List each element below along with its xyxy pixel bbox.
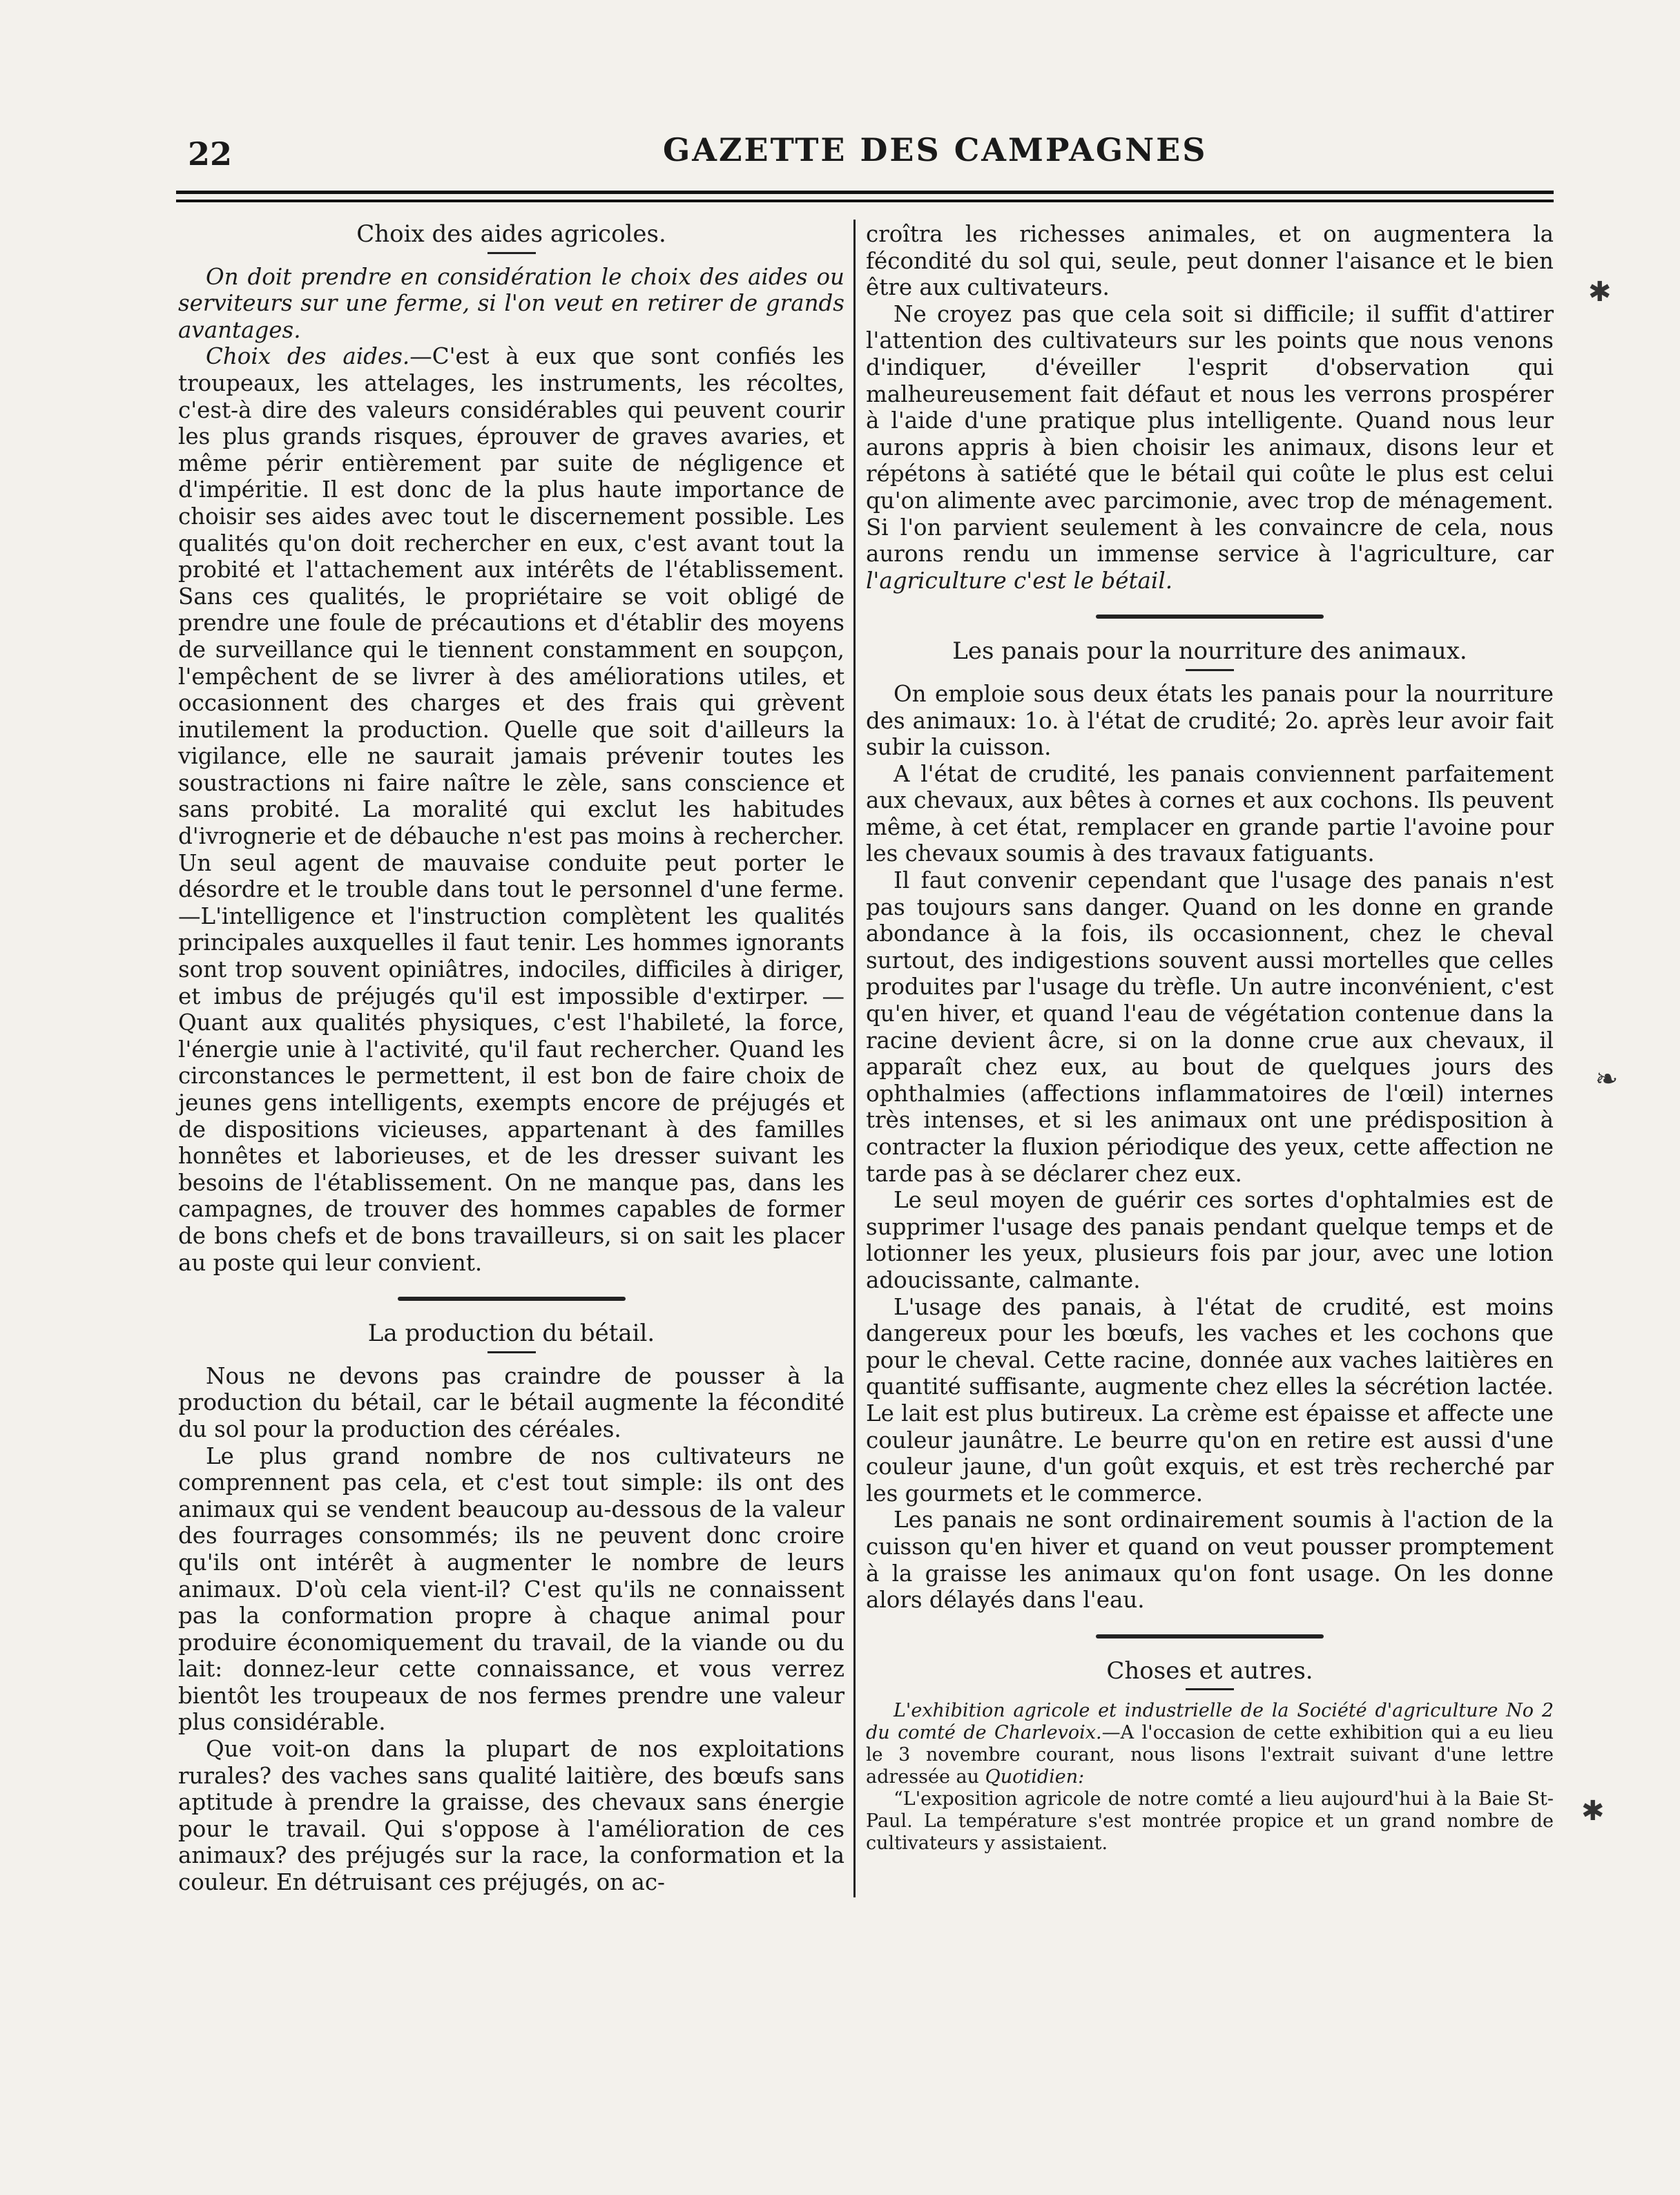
paragraph: L'usage des panais, à l'état de crudité, est moins dangereux pour les bœufs, les vaches et les cochons que pour le cheval. Cette racine, donnée aux vaches laitières en quantité suffisante, augmente chez elles la sécrétion lactée. Le lait est plus butireux. La crème est épaisse et affecte une couleur jaunâtre. Le beurre qu'on en retire est aussi d'une couleur jaune, d'un goût exquis, et est très recherché par les gourmets et le commerce. xyxy=(866,1293,1554,1507)
paragraph: Les panais ne sont ordinairement soumis à l'action de la cuisson qu'en hiver et quand on veut pousser promptement à la graisse les animaux qu'on font usage. On les donne alors délayés dans l'eau. xyxy=(866,1507,1554,1614)
newspaper-name: Quotidien: xyxy=(985,1766,1085,1788)
lead-in: Choix des aides. xyxy=(206,343,410,370)
margin-ink-specks: ❧ xyxy=(1595,1063,1619,1095)
paragraph: A l'état de crudité, les panais conviennent parfaitement aux chevaux, aux bêtes à cornes et aux cochons. Ils peuvent même, à cet état, remplacer en grande partie l'avoine pour les chevaux soumis à des travaux fatiguants. xyxy=(866,760,1554,867)
paragraph: Il faut convenir cependant que l'usage des panais n'est pas toujours sans danger. Quand on les donne en grande abondance à la fois, ils occasionnent, chez le cheval surtout, des indigestions souvent aussi mortelles que celles produites par l'usage du trèfle. Un autre inconvénient, c'est qu'en hiver, et quand l'eau de végétation contenue dans la racine devient âcre, si on la donne crue aux chevaux, il apparaît chez eux, au bout de quelques jours des ophthalmies (affections inflammatoires de l'œil) internes très intenses, et si les animaux ont une prédisposition à contracter la fluxion périodique des yeux, cette affection ne tarde pas à se déclarer chez eux. xyxy=(866,867,1554,1187)
paragraph: Le seul moyen de guérir ces sortes d'ophtalmies est de supprimer l'usage des panais pendant quelque temps et de lotionner les yeux, plusieurs fois par jour, avec une lotion adoucissante, calmante. xyxy=(866,1187,1554,1293)
paragraph: Le plus grand nombre de nos cultivateurs ne comprennent pas cela, et c'est tout simple: ils ont des animaux qui se vendent beaucoup au-dessous de la valeur des fourrages consommés; ils ne peuvent donc croire qu'ils ont intérêt à augmenter le nombre de leurs animaux. D'où cela vient-il? C'est qu'ils ne connaissent pas la conformation propre à chaque animal pour produire économiquement du travail, de la viande ou du lait: donnez-leur cette connaissance, et vous verrez bientôt les troupeaux de nos fermes prendre une valeur plus considérable. xyxy=(178,1442,844,1736)
title-dash xyxy=(1186,669,1234,671)
paragraph: Que voit-on dans la plupart de nos exploitations rurales? des vaches sans qualité laitière, des bœufs sans aptitude à prendre la graisse, des chevaux sans énergie pour le travail. Qui s'oppose à l'amélioration de ces animaux? des préjugés sur la race, la conformation et la couleur. En détruisant ces préjugés, on ac- xyxy=(178,1736,844,1896)
paragraph-text: Ne croyez pas que cela soit si difficile; il suffit d'attirer l'attention des cultivateurs sur les points que nous venons d'indiquer, d'éveiller l'esprit d'observation qui malheureusement fait défaut et nous les verrons prospérer à l'aide d'une pratique plus intelligente. Quand nous leur aurons appris à bien choisir les animaux, disons leur et répétons à satiété que le bétail qui coûte le plus est celui qu'on alimente avec parcimonie, avec trop de ménagement. Si l'on parvient seulement à les convaincre de cela, nous aurons rendu un immense service à l'agriculture, car xyxy=(866,300,1554,568)
article-title-choses-et-autres: Choses et autres. xyxy=(1106,1656,1313,1685)
paragraph: Nous ne devons pas craindre de pousser à la production du bétail, car le bétail augmente la fécondité du sol pour la production des céréales. xyxy=(178,1362,844,1442)
news-quote: “L'exposition agricole de notre comté a lieu aujourd'hui à la Baie St-Paul. La température s'est montrée propice et un grand nombre de cultivateurs y assistaient. xyxy=(866,1788,1554,1855)
article-intro xyxy=(178,264,844,344)
body-text: —C'est à eux que sont confiés les troupeaux, les attelages, les instruments, les récoltes, c'est-à dire des valeurs considérables qui peuvent courir les plus grands risques, éprouver de graves avaries, et même périr entièrement par suite de négligence et d'impéritie. Il est donc de la plus haute importance de choisir ses aides avec tout le discernement possible. Les qualités qu'on doit rechercher en eux, c'est avant tout la probité et l'attachement aux intérêts de l'établissement. Sans ces qualités, le propriétaire se voit obligé de prendre une foule de précautions et d'établir des moyens de surveillance qui le tiennent constamment en soupçon, l'empêchent de se livrer à des améliorations utiles, et occasionnent des charges et des frais qui grèvent inutilement la production. Quelle que soit d'ailleurs la vigilance, elle ne saurait jamais prévenir toutes les soustractions ni faire naître le zèle, sans conscience et sans probité. La moralité qui exclut les habitudes d'ivrognerie et de débauche n'est pas moins à rechercher. Un seul agent de mauvaise conduite peut porter le désordre et le trouble dans tout le personnel d'une ferme.—L'intelligence et l'instruction complètent les qualités principales auxquelles il faut tenir. Les hommes ignorants sont trop souvent opiniâtres, indociles, difficiles à diriger, et imbus de préjugés qu'il est impossible d'extirper. —Quant aux qualités physiques, c'est l'habileté, la force, l'énergie unie à l'activité, qu'il faut rechercher. Quand les circonstances le permettent, il est bon de faire choix de jeunes gens intelligents, exempts encore de préjugés et de dispositions vicieuses, appartenant à des familles honnêtes et laborieuses, et de les dresser suivant les besoins de l'établissement. On ne manque pas, dans les campagnes, de trouver des hommes capables de former de bons chefs et de bons travailleurs, si on sait les placer au poste qui leur convient. xyxy=(178,343,844,1276)
right-column xyxy=(866,221,1554,1855)
article-title-panais: Les panais pour la nourriture des animaux. xyxy=(952,637,1467,666)
news-item xyxy=(866,1700,1554,1788)
header-rule-top xyxy=(176,191,1554,194)
continued-text: croîtra les richesses animales, et on augmentera la fécondité du sol qui, seule, peut donner l'aisance et le bien être aux cultivateurs. xyxy=(866,221,1554,301)
closing-emphasis: l'agriculture c'est le bétail. xyxy=(866,567,1173,594)
title-dash xyxy=(487,252,536,254)
news-intro: —A l'occasion de cette exhibition qui a eu lieu le 3 novembre courant, nous lisons l'extrait suivant d'une lettre adressée au xyxy=(866,1722,1554,1788)
left-column xyxy=(178,221,844,1896)
article-title-production-du-betail: La production du bétail. xyxy=(367,1319,655,1348)
news-lead: L'exhibition agricole et industrielle de la Société d'agriculture No 2 du comté de Charlevoix. xyxy=(866,1700,1554,1744)
margin-ink-specks: ✱ xyxy=(1581,1795,1605,1827)
article-body xyxy=(178,343,844,1276)
article-separator xyxy=(1096,615,1324,619)
margin-ink-specks: ✱ xyxy=(1588,276,1612,308)
article-title-choix-des-aides: Choix des aides agricoles. xyxy=(356,220,666,248)
paragraph: On emploie sous deux états les panais pour la nourriture des animaux: 1o. à l'état de crudité; 2o. après leur avoir fait subir la cuisson. xyxy=(866,680,1554,761)
column-divider xyxy=(853,220,856,1897)
article-separator xyxy=(1096,1634,1324,1638)
paragraph xyxy=(866,301,1554,594)
title-dash xyxy=(487,1351,536,1353)
intro-text: On doit prendre en considération le choix des aides ou serviteurs sur une ferme, si l'on veut en retirer de grands avantages. xyxy=(178,263,844,343)
header-rule-bottom xyxy=(176,200,1554,202)
article-separator xyxy=(398,1297,626,1301)
title-dash xyxy=(1186,1688,1234,1690)
page-number: 22 xyxy=(188,135,233,173)
masthead-title: GAZETTE DES CAMPAGNES xyxy=(663,131,1208,168)
